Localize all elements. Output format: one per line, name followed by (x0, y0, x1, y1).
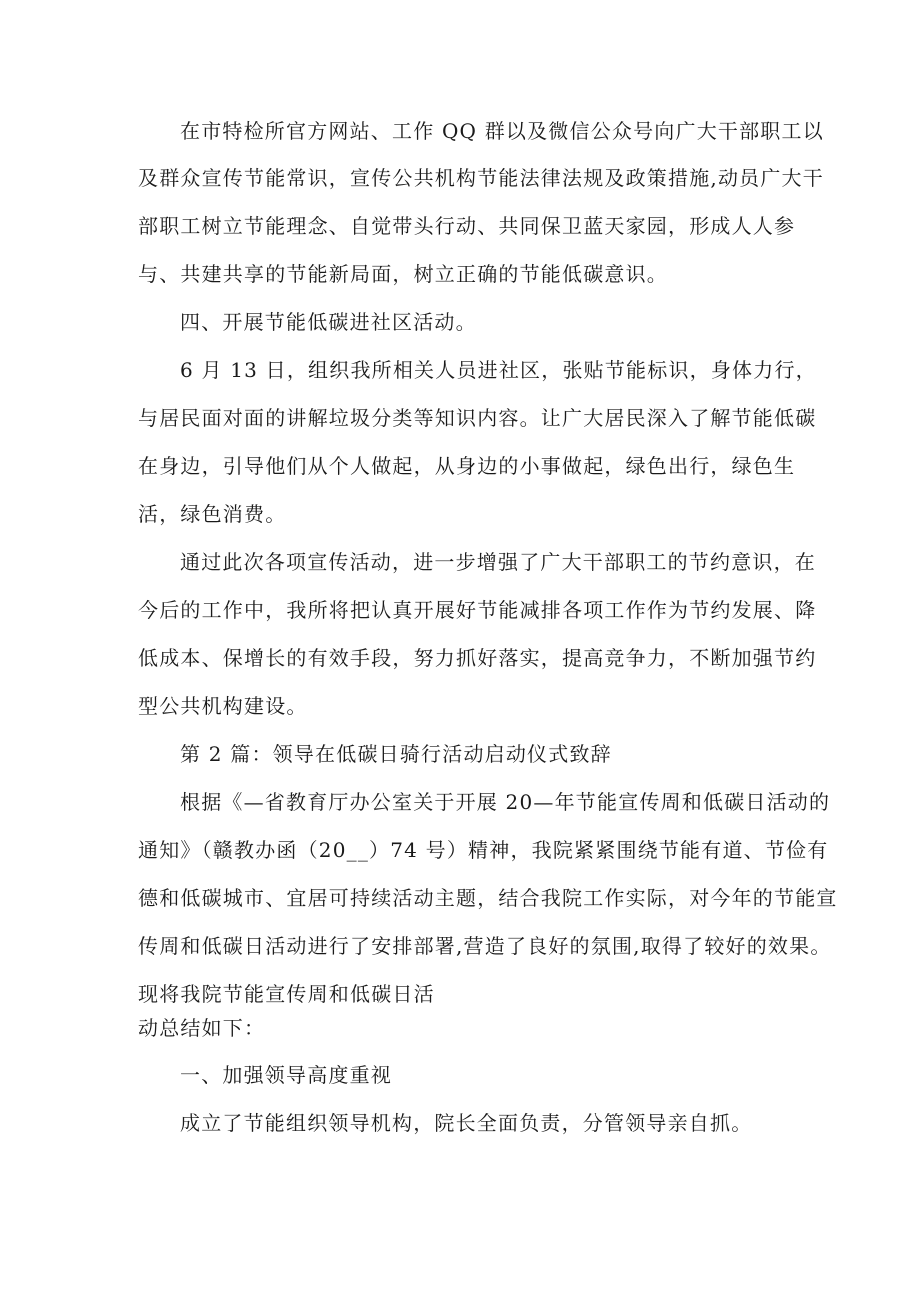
text-line-3: 部职工树立节能理念、自觉带头行动、共同保卫蓝天家园，形成人人参 (138, 214, 796, 238)
text-line-22: 成立了节能组织领导机构，院长全面负责，分管领导亲自抓。 (180, 1111, 753, 1135)
text-line-11: 今后的工作中，我所将把认真开展好节能减排各项工作作为节约发展、降 (138, 598, 817, 622)
section-heading-1: 一、加强领导高度重视 (180, 1063, 392, 1087)
text-line-4: 与、共建共享的节能新局面，树立正确的节能低碳意识。 (138, 262, 668, 286)
text-line-20: 动总结如下： (138, 1016, 266, 1040)
article-title: 第 2 篇：领导在低碳日骑行活动启动仪式致辞 (180, 742, 612, 766)
text-line-2: 及群众宣传节能常识，宣传公共机构节能法律法规及政策措施,动员广大干 (138, 166, 824, 190)
text-line-16: 通知》（赣教办函（20__）74 号）精神，我院紧紧围绕节能有道、节俭有 (138, 838, 829, 862)
text-line-17: 德和低碳城市、宜居可持续活动主题，结合我院工作实际，对今年的节能宣 (138, 886, 838, 910)
text-line-8: 在身边，引导他们从个人做起，从身边的小事做起，绿色出行，绿色生 (138, 454, 796, 478)
text-line-9: 活，绿色消费。 (138, 502, 287, 526)
section-heading-4: 四、开展节能低碳进社区活动。 (180, 310, 477, 334)
text-line-10: 通过此次各项宣传活动，进一步增强了广大干部职工的节约意识，在 (180, 550, 816, 574)
text-line-12: 低成本、保增长的有效手段，努力抓好落实，提高竞争力，不断加强节约 (138, 646, 817, 670)
text-line-18: 传周和低碳日活动进行了安排部署,营造了良好的氛围,取得了较好的效果。 (138, 934, 832, 958)
text-line-7: 与居民面对面的讲解垃圾分类等知识内容。让广大居民深入了解节能低碳 (138, 406, 817, 430)
text-line-19: 现将我院节能宣传周和低碳日活 (138, 982, 435, 1006)
text-line-13: 型公共机构建设。 (138, 694, 308, 718)
text-line-1: 在市特检所官方网站、工作 QQ 群以及微信公众号向广大干部职工以 (180, 119, 824, 143)
text-line-15: 根据《—省教育厅办公室关于开展 20—年节能宣传周和低碳日活动的 (180, 790, 831, 814)
text-line-6: 6 月 13 日，组织我所相关人员进社区，张贴节能标识，身体力行， (180, 358, 817, 382)
